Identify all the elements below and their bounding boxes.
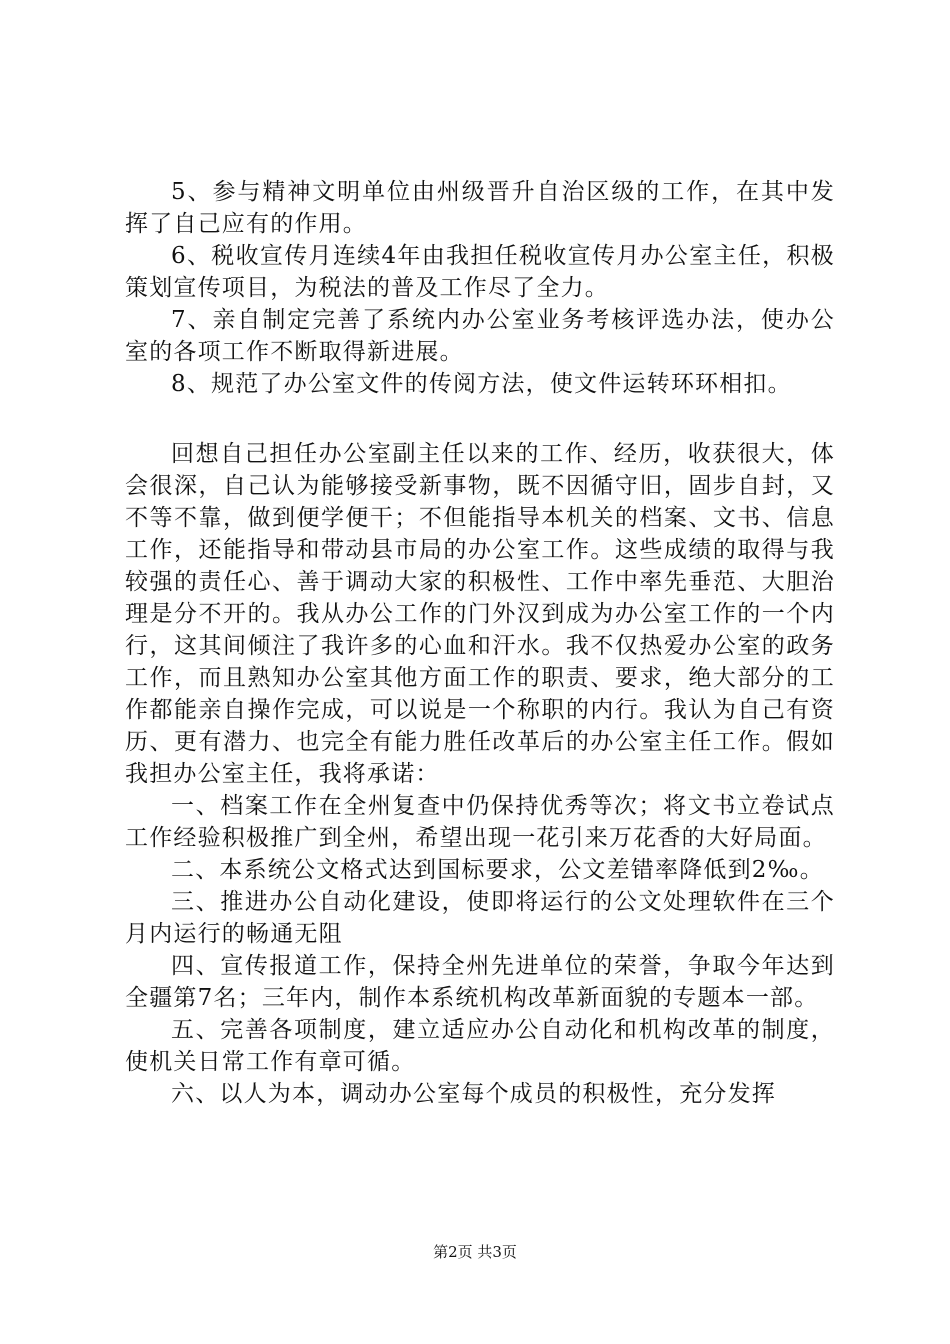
paragraph-item-5: 5、参与精神文明单位由州级晋升自治区级的工作，在其中发挥了自己应有的作用。 [125,179,835,237]
paragraph-gap [125,400,835,438]
document-body [125,176,835,1110]
pledge-item-1: 一、档案工作在全州复查中仍保持优秀等次；将文书立卷试点工作经验积极推广到全州，希望出现一花引来万花香的大好局面。 [125,793,835,851]
pledge-item-5: 五、完善各项制度，建立适应办公自动化和机构改革的制度，使机关日常工作有章可循。 [125,1017,835,1075]
paragraph-reflection: 回想自己担任办公室副主任以来的工作、经历，收获很大，体会很深，自己认为能够接受新事物，既不因循守旧，固步自封，又不等不靠，做到便学便干；不但能指导本机关的档案、文书、信息工作，还能指导和带动县市局的办公室工作。这些成绩的取得与我较强的责任心、善于调动大家的积极性、工作中率先垂范、大胆治理是分不开的。我从办公工作的门外汉到成为办公室工作的一个内行，这其间倾注了我许多的心血和汗水。我不仅热爱办公室的政务工作，而且熟知办公室其他方面工作的职责、要求，绝大部分的工作都能亲自操作完成，可以说是一个称职的内行。我认为自己有资历、更有潜力、也完全有能力胜任改革后的办公室主任工作。假如我担办公室主任，我将承诺： [125,441,835,787]
pledge-item-3: 三、推进办公自动化建设，使即将运行的公文处理软件在三个月内运行的畅通无阻 [125,889,835,947]
pledge-item-6: 六、以人为本，调动办公室每个成员的积极性，充分发挥 [171,1081,776,1107]
paragraph-item-7: 7、亲自制定完善了系统内办公室业务考核评选办法，使办公室的各项工作不断取得新进展。 [125,307,835,365]
page-footer: 第2页 共3页 [433,1243,517,1261]
pledge-item-4: 四、宣传报道工作，保持全州先进单位的荣誉，争取今年达到全疆第7名；三年内，制作本系统机构改革新面貌的专题本一部。 [125,953,835,1011]
paragraph-item-8: 8、规范了办公室文件的传阅方法，使文件运转环环相扣。 [171,371,792,397]
pledge-item-2: 二、本系统公文格式达到国标要求，公文差错率降低到2‰。 [171,857,824,883]
paragraph-item-6: 6、税收宣传月连续4年由我担任税收宣传月办公室主任，积极策划宣传项目，为税法的普及工作尽了全力。 [125,243,835,301]
